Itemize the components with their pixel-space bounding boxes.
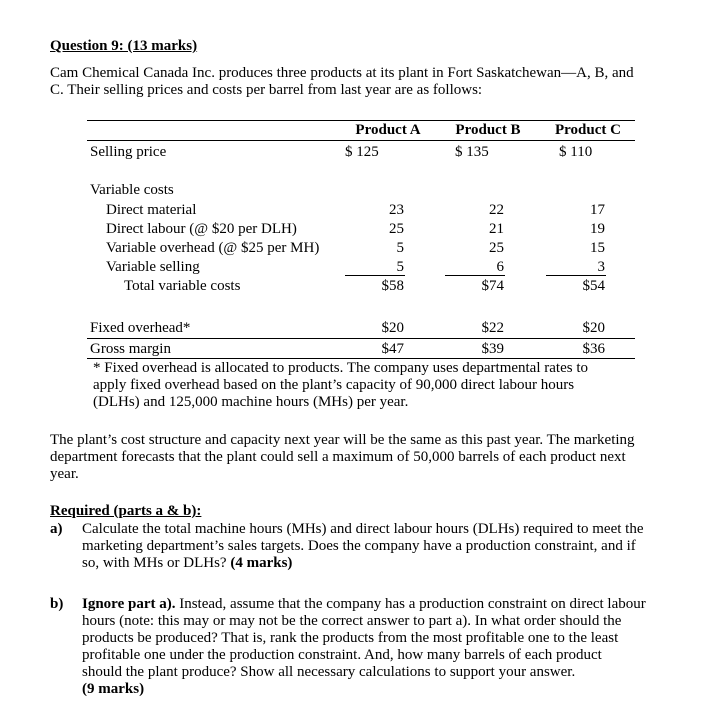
total-variable-b: $74 [481,278,504,294]
footnote-line-1: * Fixed overhead is allocated to products. The company uses departmental rates to [93,360,588,376]
row-label-direct-material: Direct material [106,202,197,218]
table-header-rule [87,140,635,141]
part-a-marks: (4 marks) [230,555,293,571]
part-b-line-1-text: Instead, assume that the company has a production constraint on direct labour [175,596,646,612]
total-variable-a: $58 [381,278,404,294]
gross-margin-top-rule [87,338,635,339]
part-b-line-3: products be produced? That is, rank the products from the most profitable one to the least [82,630,619,646]
table-top-rule [87,120,635,121]
selling-price-c: $ 110 [559,144,593,160]
part-a-marker: a) [50,521,63,537]
direct-labour-a: 25 [389,221,404,237]
subtotal-rule-b [445,275,505,276]
part-a-line-1: Calculate the total machine hours (MHs) and direct labour hours (DLHs) required to meet the [82,521,644,537]
part-b-line-4: profitable one under the production constraint. And, how many barrels of each product [82,647,602,663]
fixed-overhead-a: $20 [381,320,404,336]
row-label-variable-overhead: Variable overhead (@ $25 per MH) [106,240,320,256]
gross-margin-b: $39 [481,341,504,357]
intro-line-1: Cam Chemical Canada Inc. produces three products at its plant in Fort Saskatchewan—A, B, and [50,65,634,81]
subtotal-rule-a [345,275,405,276]
row-label-fixed-overhead: Fixed overhead* [90,320,191,336]
row-label-selling-price: Selling price [90,144,167,160]
intro-line-2: C. Their selling prices and costs per barrel from last year are as follows: [50,82,483,98]
next-year-line-2: department forecasts that the plant could sell a maximum of 50,000 barrels of each product next [50,449,626,465]
gross-margin-a: $47 [381,341,404,357]
variable-overhead-c: 15 [590,240,605,256]
row-label-variable-selling: Variable selling [106,259,200,275]
direct-material-a: 23 [389,202,404,218]
next-year-line-3: year. [50,466,79,482]
part-b-line-5: should the plant produce? Show all necessary calculations to support your answer. [82,664,576,680]
row-label-direct-labour: Direct labour (@ $20 per DLH) [106,221,297,237]
footnote-line-2: apply fixed overhead based on the plant’s capacity of 90,000 direct labour hours [93,377,575,393]
selling-price-a: $ 125 [345,144,379,160]
variable-selling-a: 5 [396,259,404,275]
part-b-line-6 [82,681,144,698]
fixed-overhead-c: $20 [582,320,605,336]
header-product-a: Product A [355,122,421,138]
row-label-gross-margin: Gross margin [90,341,171,357]
fixed-overhead-b: $22 [481,320,504,336]
variable-overhead-a: 5 [396,240,404,256]
part-b-ignore: Ignore part a). [82,596,176,612]
subtotal-rule-c [546,275,606,276]
part-b-line-1 [82,596,646,613]
part-a-line-3-text: so, with MHs or DLHs? [82,555,231,571]
section-variable-costs: Variable costs [90,182,174,198]
selling-price-b: $ 135 [455,144,489,160]
part-a-line-3 [82,555,292,572]
header-product-b: Product B [455,122,521,138]
part-b-marker: b) [50,596,64,612]
header-product-c: Product C [555,122,621,138]
part-b-marks: (9 marks) [82,681,145,697]
direct-material-c: 17 [590,202,605,218]
gross-margin-c: $36 [582,341,605,357]
direct-material-b: 22 [489,202,504,218]
direct-labour-b: 21 [489,221,504,237]
table-bottom-rule [87,358,635,359]
footnote-line-3: (DLHs) and 125,000 machine hours (MHs) per year. [93,394,409,410]
total-variable-c: $54 [582,278,605,294]
row-label-total-variable: Total variable costs [124,278,241,294]
variable-overhead-b: 25 [489,240,504,256]
required-heading: Required (parts a & b): [50,503,202,519]
part-a-line-2: marketing department’s sales targets. Does the company have a production constraint, and if [82,538,636,554]
next-year-line-1: The plant’s cost structure and capacity next year will be the same as this past year. The marketing [50,432,635,448]
variable-selling-c: 3 [597,259,605,275]
part-b-line-2: hours (note: this may or may not be the correct answer to part a). In what order should the [82,613,622,629]
question-heading: Question 9: (13 marks) [50,38,198,54]
variable-selling-b: 6 [496,259,504,275]
direct-labour-c: 19 [590,221,605,237]
